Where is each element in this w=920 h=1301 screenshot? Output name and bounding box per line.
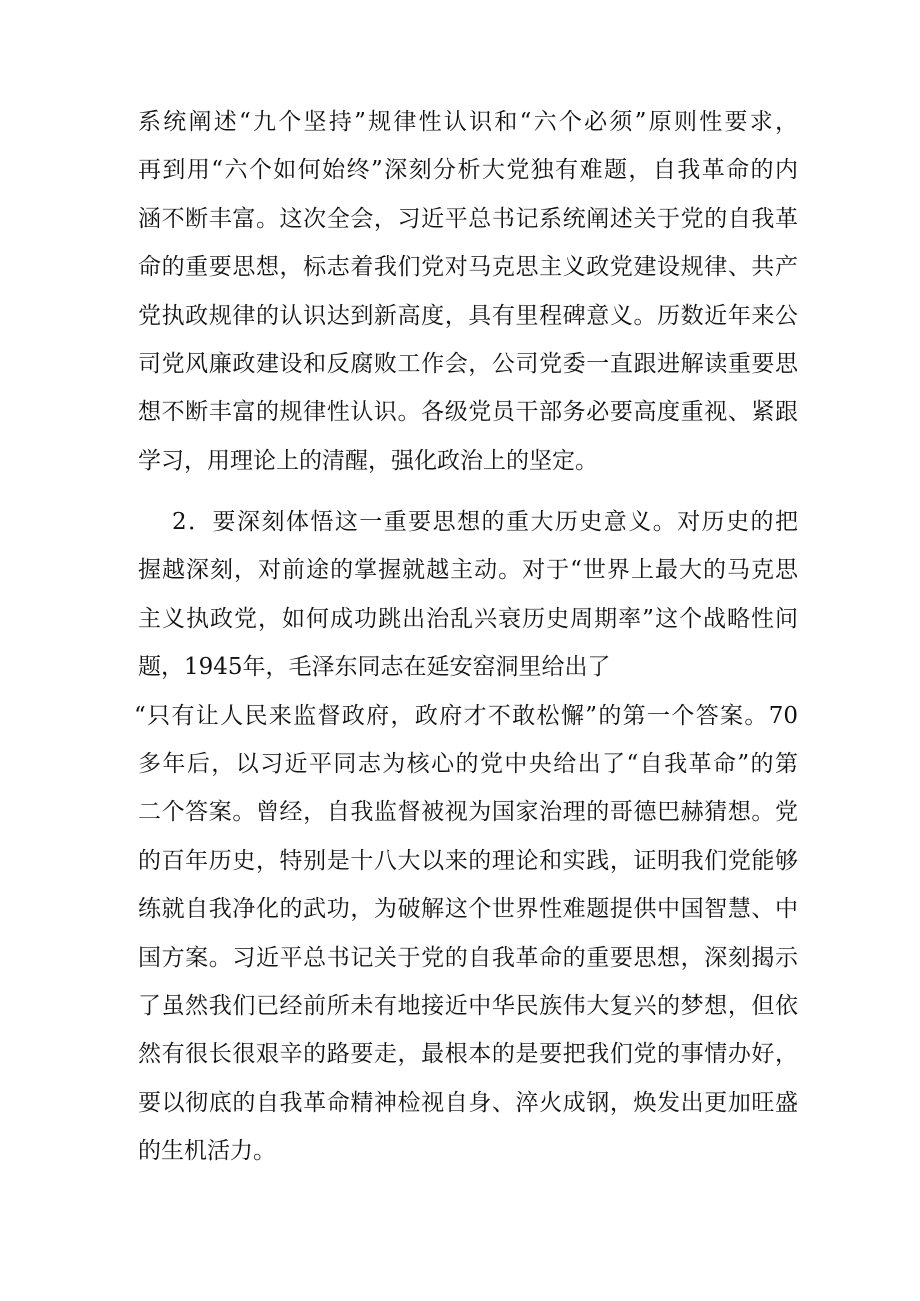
paragraph-self-revolution-connotation (138, 98, 798, 485)
text-line: 二个答案。曾经，自我监督被视为国家治理的哥德巴赫猜想。党 (138, 799, 798, 826)
text-line: 然有很长很艰辛的路要走，最根本的是要把我们党的事情办好， (138, 1041, 798, 1068)
text-line: 命的重要思想，标志着我们党对马克思主义政党建设规律、共产 (138, 254, 798, 281)
text-line: 2．要深刻体悟这一重要思想的重大历史意义。对历史的把 (172, 509, 798, 535)
paragraph-historical-significance (134, 498, 798, 1175)
text-line: 练就自我净化的武功，为破解这个世界性难题提供中国智慧、中 (138, 896, 798, 923)
text-line: 要以彻底的自我革命精神检视自身、淬火成钢，焕发出更加旺盛 (138, 1089, 798, 1116)
text-line: 了虽然我们已经前所未有地接近中华民族伟大复兴的梦想，但依 (138, 992, 798, 1019)
text-line: 国方案。习近平总书记关于党的自我革命的重要思想，深刻揭示 (138, 944, 798, 971)
text-line: 党执政规律的认识达到新高度，具有里程碑意义。历数近年来公 (138, 302, 798, 329)
text-line: 学习，用理论上的清醒，强化政治上的坚定。 (138, 447, 598, 474)
text-line: 多年后，以习近平同志为核心的党中央给出了“自我革命”的第 (138, 750, 798, 777)
text-line: 再到用“六个如何始终”深刻分析大党独有难题，自我革命的内 (138, 157, 798, 184)
text-line: 想不断丰富的规律性认识。各级党员干部务必要高度重视、紧跟 (138, 399, 798, 426)
text-line: 司党风廉政建设和反腐败工作会，公司党委一直跟进解读重要思 (138, 350, 798, 377)
text-line: 题，1945年，毛泽东同志在延安窑洞里给出了 (138, 654, 611, 681)
text-line: 主义执政党，如何成功跳出治乱兴衰历史周期率”这个战略性问 (138, 605, 798, 632)
text-line: 的百年历史，特别是十八大以来的理论和实践，证明我们党能够 (138, 847, 798, 874)
text-line: 系统阐述“九个坚持”规律性认识和“六个必须”原则性要求， (138, 109, 798, 135)
text-line: 握越深刻，对前途的掌握就越主动。对于“世界上最大的马克思 (138, 557, 798, 584)
text-line: “只有让人民来监督政府，政府才不敢松懈”的第一个答案。70 (134, 702, 798, 729)
text-line: 的生机活力。 (138, 1138, 276, 1165)
text-line: 涵不断丰富。这次全会，习近平总书记系统阐述关于党的自我革 (138, 205, 798, 232)
